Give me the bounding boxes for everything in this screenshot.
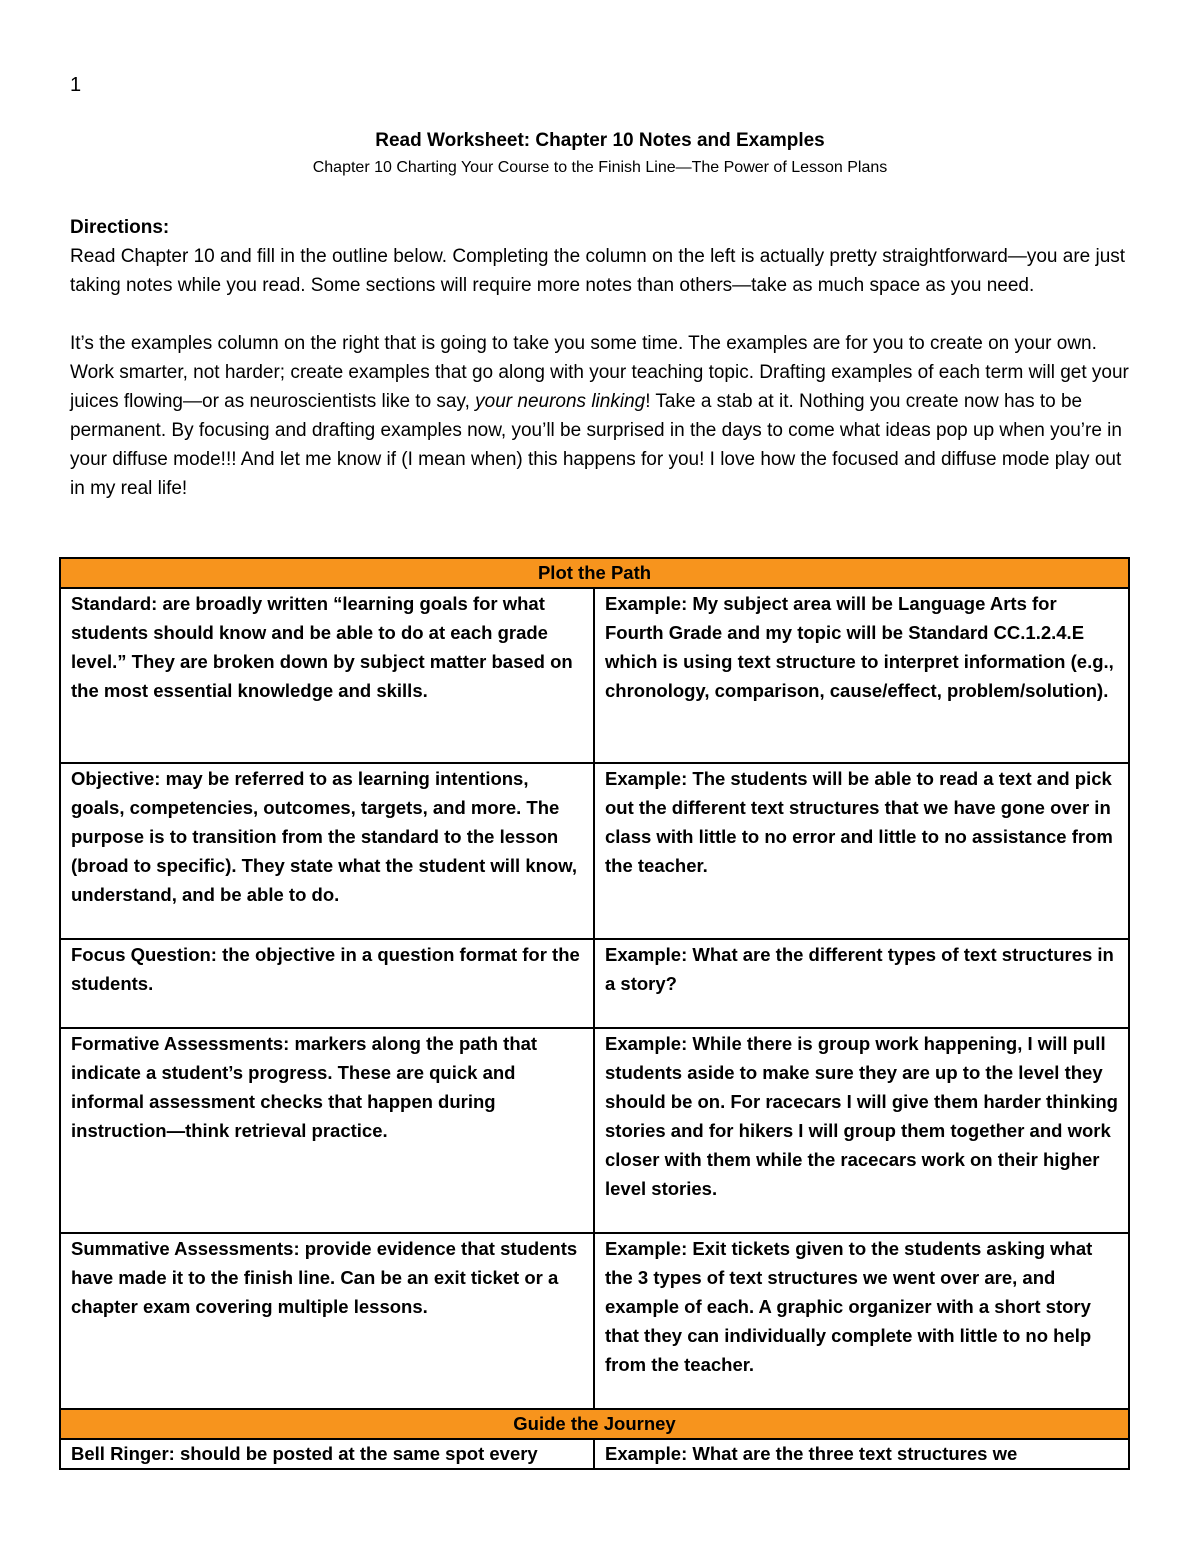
page-number: 1 bbox=[70, 74, 82, 96]
directions-heading: Directions: bbox=[70, 217, 170, 238]
example-cell[interactable]: Example: What are the different types of text structures in a story? bbox=[594, 939, 1129, 1028]
directions-paragraph-2-start: It’s the examples column on the right that is going to take you some time. The examples are for you to create on your own. Work smarter, not harder; create examples that go along with your teaching topic. Drafting examples of each term will get your juices flowing—or as neuroscientists like to say, bbox=[70, 333, 1129, 412]
term-cell[interactable]: Objective: may be referred to as learning intentions, goals, competencies, outcomes, targets, and more. The purpose is to transition from the standard to the lesson (broad to specific). They state what the student will know, understand, and be able to do. bbox=[60, 763, 594, 939]
section-header-row bbox=[60, 1409, 1129, 1439]
term-cell[interactable]: Formative Assessments: markers along the path that indicate a student’s progress. These are quick and informal assessment checks that happen during instruction—think retrieval practice. bbox=[60, 1028, 594, 1233]
directions-paragraph-2-end: ! Take a stab at it. Nothing you create now has to be permanent. By focusing and drafting examples now, you’ll be surprised in the days to come what ideas pop up when you’re in your diffuse mode!!! And let me know if (I mean when) this happens for you! I love how the focused and diffuse mode play out in my real life! bbox=[70, 391, 1122, 499]
directions-paragraph-1: Read Chapter 10 and fill in the outline below. Completing the column on the left is actually pretty straightforward—you are just taking notes while you read. Some sections will require more notes than others—take as much space as you need. bbox=[70, 246, 1126, 296]
term-cell[interactable]: Bell Ringer: should be posted at the same spot every bbox=[60, 1439, 594, 1469]
notes-table bbox=[59, 557, 1130, 1470]
term-cell[interactable]: Focus Question: the objective in a question format for the students. bbox=[60, 939, 594, 1028]
directions-paragraph-2 bbox=[70, 329, 1140, 503]
chapter-subtitle: Chapter 10 Charting Your Course to the Finish Line—The Power of Lesson Plans bbox=[312, 159, 888, 176]
worksheet-title: Read Worksheet: Chapter 10 Notes and Examples bbox=[375, 130, 825, 151]
section-header-guide-the-journey: Guide the Journey bbox=[60, 1409, 1129, 1439]
example-cell[interactable]: Example: What are the three text structures we bbox=[594, 1439, 1129, 1469]
table-row bbox=[60, 1439, 1129, 1469]
section-header-row bbox=[60, 558, 1129, 588]
example-cell[interactable]: Example: While there is group work happening, I will pull students aside to make sure they are up to the level they should be on. For racecars I will give them harder thinking stories and for hikers I will group them together and work closer with them while the racecars work on their higher level stories. bbox=[594, 1028, 1129, 1233]
table-row bbox=[60, 763, 1129, 939]
example-cell[interactable]: Example: The students will be able to read a text and pick out the different text structures that we have gone over in class with little to no error and little to no assistance from the teacher. bbox=[594, 763, 1129, 939]
directions-section bbox=[70, 213, 1140, 503]
table-row bbox=[60, 1233, 1129, 1409]
term-cell[interactable]: Standard: are broadly written “learning goals for what students should know and be able to do at each grade level.” They are broken down by subject matter based on the most essential knowledge and skills. bbox=[60, 588, 594, 763]
table-row bbox=[60, 939, 1129, 1028]
table-row bbox=[60, 1028, 1129, 1233]
example-cell[interactable]: Example: Exit tickets given to the students asking what the 3 types of text structures we went over are, and example of each. A graphic organizer with a short story that they can individually complete with little to no help from the teacher. bbox=[594, 1233, 1129, 1409]
section-header-plot-the-path: Plot the Path bbox=[60, 558, 1129, 588]
term-cell[interactable]: Summative Assessments: provide evidence that students have made it to the finish line. Can be an exit ticket or a chapter exam covering multiple lessons. bbox=[60, 1233, 594, 1409]
directions-paragraph-2-italic: your neurons linking bbox=[475, 391, 646, 412]
table-row bbox=[60, 588, 1129, 763]
example-cell[interactable]: Example: My subject area will be Language Arts for Fourth Grade and my topic will be Standard CC.1.2.4.E which is using text structure to interpret information (e.g., chronology, comparison, cause/effect, problem/solution). bbox=[594, 588, 1129, 763]
